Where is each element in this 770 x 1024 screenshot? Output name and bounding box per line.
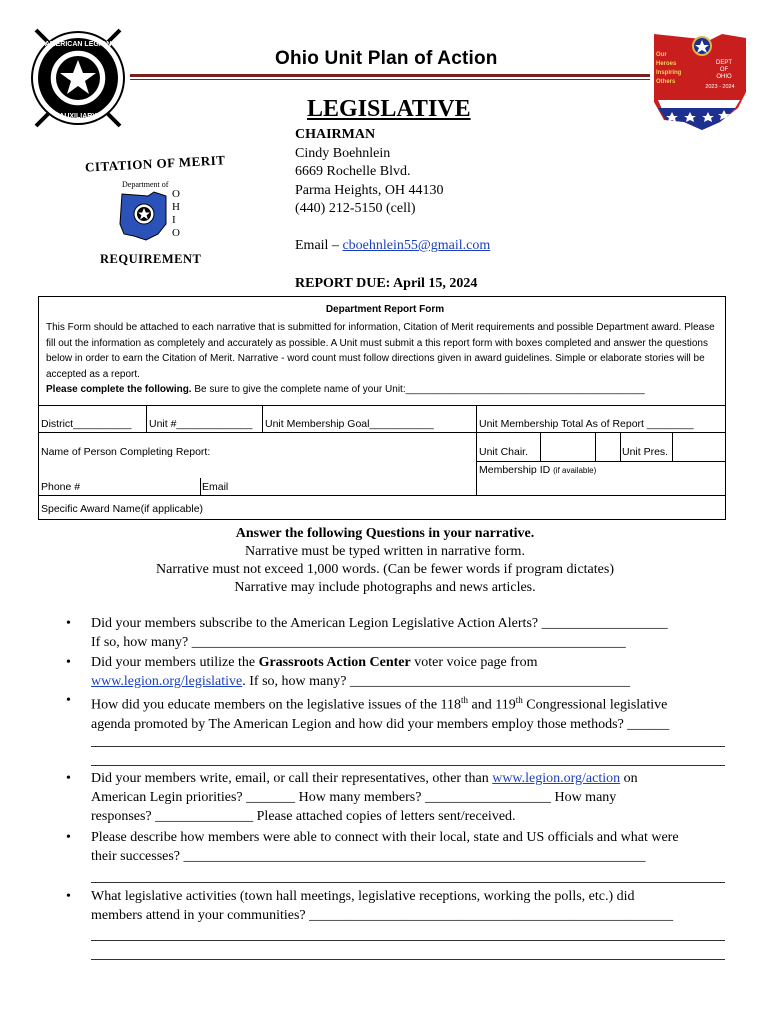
logo-lettering: AMERICAN LEGION: [44, 41, 112, 48]
question-2-line-2[interactable]: www.legion.org/legislative. If so, how many? ________________________________________: [91, 674, 630, 689]
form-row-divider: [476, 461, 726, 462]
district-field[interactable]: District__________: [41, 418, 132, 430]
question-6-line-2[interactable]: members attend in your communities? ____________________________________________________: [91, 908, 674, 923]
question-5: [66, 828, 731, 866]
unit-number-field[interactable]: Unit #_____________: [149, 418, 253, 430]
citation-dept-of: Department of: [122, 180, 169, 189]
membership-id-label: Membership ID: [479, 464, 551, 476]
form-col-divider: [476, 405, 477, 495]
legislative-link[interactable]: www.legion.org/legislative: [91, 674, 243, 689]
question-1-line-1[interactable]: Did your members subscribe to the American Legion Legislative Action Alerts? __________________: [91, 616, 668, 631]
title-rule: [130, 74, 650, 77]
page-title: Ohio Unit Plan of Action: [275, 48, 498, 69]
report-due: REPORT DUE: April 15, 2024: [295, 276, 478, 291]
logo-text-inspiring: Inspiring: [656, 70, 682, 76]
bullet: •: [66, 771, 71, 786]
question-4-line-2[interactable]: American Legin priorities? _______ How many members? __________________ How many: [91, 790, 617, 805]
logo-text-our: Our: [656, 52, 667, 58]
chairman-label: CHAIRMAN: [295, 127, 376, 142]
chairman-address2: Parma Heights, OH 44130: [295, 182, 444, 198]
specific-award-field[interactable]: Specific Award Name(if applicable): [41, 503, 204, 515]
chairman-name: Cindy Boehnlein: [295, 145, 391, 161]
bullet: •: [66, 655, 71, 670]
answer-line[interactable]: [91, 959, 725, 960]
grassroots-action-center: Grassroots Action Center: [258, 655, 411, 670]
question-5-line-2[interactable]: their successes? __________________________________________________________________: [91, 849, 646, 864]
question-4-line-3[interactable]: responses? ______________ Please attached copies of letters sent/received.: [91, 809, 516, 824]
form-col-divider: [262, 405, 263, 432]
logo-lettering-bottom: AUXILIARY: [59, 113, 97, 120]
form-row-divider: [38, 405, 726, 406]
chairman-phone: (440) 212-5150 (cell): [295, 201, 416, 216]
form-col-divider: [146, 405, 147, 432]
email-prefix: Email –: [295, 238, 343, 253]
logo-text-ohio: OHIO: [716, 74, 732, 80]
question-2-line-1: Did your members utilize the Grassroots Action Center voter voice page from: [91, 655, 538, 670]
bullet: •: [66, 830, 71, 845]
complete-following: Please complete the following.: [46, 384, 192, 395]
chairman-address1: 6669 Rochelle Blvd.: [295, 164, 411, 179]
form-row-divider: [38, 495, 726, 496]
question-4: [66, 769, 731, 826]
question-6: [66, 887, 731, 925]
logo-text-years: 2023 - 2024: [705, 84, 735, 90]
citation-of-merit-title: CITATION OF MERIT: [84, 152, 226, 175]
email-field[interactable]: Email: [202, 481, 229, 493]
form-instructions: [46, 320, 718, 398]
title-rule-thin: [130, 79, 650, 80]
narrative-heading: Answer the following Questions in your narrative.: [235, 526, 535, 541]
question-2: [66, 653, 731, 691]
form-row-divider: [38, 432, 726, 433]
form-col-divider: [540, 432, 541, 461]
answer-line[interactable]: [91, 940, 725, 941]
form-col-divider: [620, 432, 621, 461]
bullet: •: [66, 616, 71, 631]
question-3-line-2[interactable]: agenda promoted by The American Legion and how did your members employ those methods? ______: [91, 716, 670, 732]
question-3: [66, 691, 731, 734]
form-col-divider: [200, 478, 201, 495]
if-available-note: (if available): [553, 466, 597, 475]
bullet: •: [66, 693, 71, 708]
narrative-line-2: Narrative must not exceed 1,000 words. (Can be fewer words if program dictates): [156, 562, 614, 577]
unit-pres-field[interactable]: Unit Pres.: [622, 446, 669, 458]
form-heading: Department Report Form: [325, 304, 445, 315]
logo-text-heroes: Heroes: [656, 61, 677, 67]
ohio-map-icon: [118, 190, 170, 242]
unit-name-field[interactable]: Be sure to give the complete name of your Unit:___________________________________________: [191, 384, 645, 395]
question-3-line-1: How did you educate members on the legislative issues of the 118th and 119th Congressional legislative: [91, 695, 668, 713]
logo-text-others: Others: [656, 79, 676, 85]
question-5-line-1: Please describe how members were able to connect with their local, state and US officials and what were: [91, 830, 679, 845]
question-1: [66, 614, 731, 652]
membership-goal-field[interactable]: Unit Membership Goal___________: [265, 418, 434, 430]
action-link[interactable]: www.legion.org/action: [492, 771, 621, 786]
section-heading: LEGISLATIVE: [307, 96, 471, 122]
bullet: •: [66, 889, 71, 904]
narrative-instructions: [0, 525, 770, 597]
form-col-divider: [595, 432, 596, 461]
unit-chair-field[interactable]: Unit Chair.: [479, 446, 529, 458]
form-col-divider: [672, 432, 673, 461]
logo-text-of: OF: [719, 67, 729, 73]
answer-line[interactable]: [91, 765, 725, 766]
narrative-line-1: Narrative must be typed written in narrative form.: [245, 544, 525, 559]
narrative-line-3: Narrative may include photographs and news articles.: [234, 580, 536, 595]
question-1-line-2[interactable]: If so, how many? ______________________________________________________________: [91, 635, 626, 650]
membership-id-field[interactable]: [479, 464, 596, 476]
membership-total-field[interactable]: Unit Membership Total As of Report ________: [479, 418, 694, 430]
email-link[interactable]: cboehnlein55@gmail.com: [342, 238, 491, 253]
ohio-department-logo: [650, 30, 750, 136]
person-completing-field[interactable]: Name of Person Completing Report:: [41, 446, 211, 458]
citation-requirement: REQUIREMENT: [100, 252, 202, 266]
american-legion-auxiliary-logo: [28, 24, 128, 132]
answer-line[interactable]: [91, 746, 725, 747]
chairman-block: [295, 126, 444, 219]
question-6-line-1: What legislative activities (town hall meetings, legislative receptions, working the polls, etc.) did: [91, 889, 635, 904]
phone-field[interactable]: Phone #: [41, 481, 81, 493]
logo-text-dept: DEPT: [715, 60, 733, 66]
answer-line[interactable]: [91, 882, 725, 883]
question-4-line-1: Did your members write, email, or call their representatives, other than www.legion.org/action on: [91, 771, 638, 786]
instructions-text: This Form should be attached to each narrative that is submitted for information, Citation of Merit requirements and possible Department award. Please fill out the information as completely and accurately as possible. A Unit must submit a this report form with boxes completed and answer the questions below in order to earn the Citation of Merit. Narrative - word count must follow directions given in award guidelines. Simple or elaborate stories will be accepted as a report.: [46, 322, 715, 380]
citation-ohio-letters: O H I O: [172, 188, 180, 239]
chairman-email-line: [295, 238, 490, 254]
